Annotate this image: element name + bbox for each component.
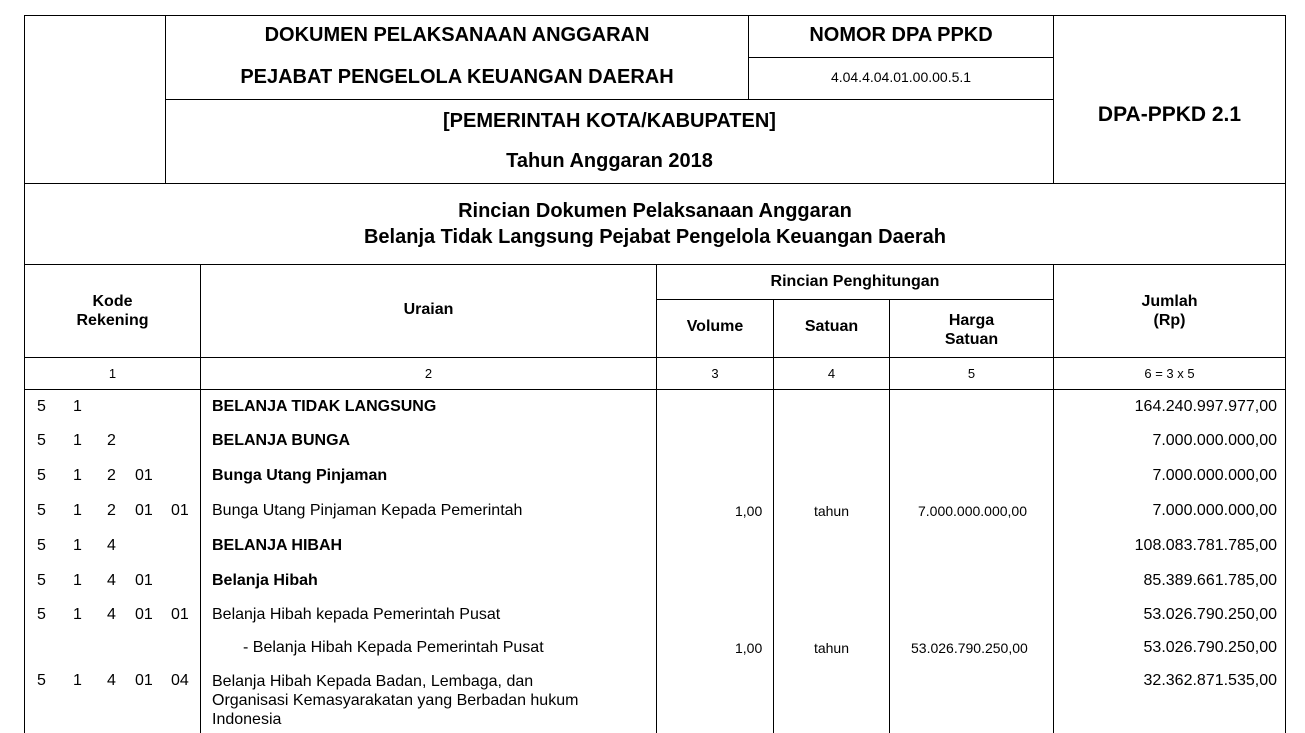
nomor-dpa-value: 4.04.4.04.01.00.00.5.1 bbox=[830, 69, 972, 85]
satuan: tahun bbox=[813, 503, 850, 519]
col-number-4: 4 bbox=[827, 366, 836, 381]
col-harga-line2: Satuan bbox=[944, 331, 999, 348]
table-row bbox=[25, 500, 1285, 526]
col-volume: Volume bbox=[686, 318, 744, 335]
jumlah: 164.240.997.977,00 bbox=[1134, 398, 1277, 415]
jumlah: 32.362.871.535,00 bbox=[1143, 672, 1277, 689]
jumlah: 85.389.661.785,00 bbox=[1143, 572, 1277, 589]
kode-2: 1 bbox=[73, 398, 82, 415]
uraian: BELANJA BUNGA bbox=[212, 432, 351, 449]
uraian: BELANJA HIBAH bbox=[212, 537, 343, 554]
tahun-anggaran: Tahun Anggaran 2018 bbox=[506, 150, 713, 172]
col-number-3: 3 bbox=[711, 366, 719, 381]
uraian: Bunga Utang Pinjaman bbox=[212, 467, 388, 484]
jumlah: 7.000.000.000,00 bbox=[1152, 467, 1277, 484]
kode-5: 04 bbox=[171, 672, 189, 689]
table-row bbox=[25, 396, 1285, 422]
col-kode-line2: Rekening bbox=[76, 312, 149, 329]
col-jumlah-line2: (Rp) bbox=[1153, 312, 1186, 329]
kode-1: 5 bbox=[37, 537, 46, 554]
volume: 1,00 bbox=[735, 503, 763, 519]
col-kode-rekening bbox=[25, 292, 200, 330]
nomor-dpa-label: NOMOR DPA PPKD bbox=[809, 24, 993, 46]
table-row bbox=[25, 535, 1285, 561]
kode-1: 5 bbox=[37, 572, 46, 589]
volume: 1,00 bbox=[735, 640, 763, 656]
kode-2: 1 bbox=[73, 606, 82, 623]
uraian bbox=[212, 672, 578, 729]
jumlah: 53.026.790.250,00 bbox=[1143, 639, 1277, 656]
kode-2: 1 bbox=[73, 537, 82, 554]
kode-1: 5 bbox=[37, 672, 46, 689]
uraian: Bunga Utang Pinjaman Kepada Pemerintah bbox=[212, 502, 523, 519]
kode-3: 2 bbox=[107, 502, 116, 519]
uraian-line1: Belanja Hibah Kepada Badan, Lembaga, dan bbox=[212, 673, 534, 690]
subtitle-line2: Belanja Tidak Langsung Pejabat Pengelola Keuangan Daerah bbox=[363, 226, 946, 248]
col-uraian: Uraian bbox=[403, 301, 454, 318]
table-row bbox=[25, 570, 1285, 596]
document-code: DPA-PPKD 2.1 bbox=[1097, 103, 1242, 126]
kode-2: 1 bbox=[73, 572, 82, 589]
kode-1: 5 bbox=[37, 432, 46, 449]
kode-3: 2 bbox=[107, 467, 116, 484]
kode-2: 1 bbox=[73, 432, 82, 449]
logo-area bbox=[25, 16, 164, 182]
jumlah: 7.000.000.000,00 bbox=[1152, 432, 1277, 449]
table-row bbox=[25, 637, 1285, 663]
col-harga-line1: Harga bbox=[948, 312, 995, 329]
subtitle-line1: Rincian Dokumen Pelaksanaan Anggaran bbox=[458, 200, 852, 222]
uraian-line2: Organisasi Kemasyarakatan yang Berbadan hukum bbox=[212, 692, 579, 709]
kode-3: 4 bbox=[107, 606, 116, 623]
col-number-5: 5 bbox=[967, 366, 976, 381]
kode-2: 1 bbox=[73, 672, 82, 689]
satuan: tahun bbox=[813, 640, 850, 656]
kode-1: 5 bbox=[37, 606, 46, 623]
col-number-1: 1 bbox=[108, 366, 117, 381]
kode-1: 5 bbox=[37, 467, 46, 484]
col-satuan: Satuan bbox=[804, 318, 859, 335]
uraian: BELANJA TIDAK LANGSUNG bbox=[212, 398, 437, 415]
harga-satuan: 7.000.000.000,00 bbox=[918, 503, 1027, 519]
kode-1: 5 bbox=[37, 502, 46, 519]
kode-2: 1 bbox=[73, 467, 82, 484]
col-number-6: 6 = 3 x 5 bbox=[1144, 366, 1195, 381]
uraian: - Belanja Hibah Kepada Pemerintah Pusat bbox=[243, 639, 544, 656]
kode-4: 01 bbox=[135, 572, 153, 589]
kode-4: 01 bbox=[135, 502, 153, 519]
col-kode-line1: Kode bbox=[92, 293, 133, 310]
table-row bbox=[25, 670, 1285, 733]
uraian: Belanja Hibah kepada Pemerintah Pusat bbox=[212, 606, 501, 623]
document-title-line1: DOKUMEN PELAKSANAAN ANGGARAN bbox=[264, 24, 650, 46]
kode-3: 2 bbox=[107, 432, 116, 449]
harga-satuan: 53.026.790.250,00 bbox=[911, 640, 1028, 656]
kode-5: 01 bbox=[171, 502, 189, 519]
col-number-2: 2 bbox=[424, 366, 433, 381]
table-row bbox=[25, 604, 1285, 630]
kode-4: 01 bbox=[135, 672, 153, 689]
jumlah: 53.026.790.250,00 bbox=[1143, 606, 1277, 623]
kode-2: 1 bbox=[73, 502, 82, 519]
kode-4: 01 bbox=[135, 606, 153, 623]
pemerintah-name: [PEMERINTAH KOTA/KABUPATEN] bbox=[443, 110, 776, 132]
kode-3: 4 bbox=[107, 537, 116, 554]
kode-3: 4 bbox=[107, 572, 116, 589]
kode-1: 5 bbox=[37, 398, 46, 415]
kode-4: 01 bbox=[135, 467, 153, 484]
jumlah: 108.083.781.785,00 bbox=[1134, 537, 1277, 554]
col-harga-satuan bbox=[890, 311, 1053, 349]
col-rincian-penghitungan: Rincian Penghitungan bbox=[770, 273, 940, 290]
kode-5: 01 bbox=[171, 606, 189, 623]
table-row bbox=[25, 430, 1285, 456]
kode-3: 4 bbox=[107, 672, 116, 689]
document-title-line2: PEJABAT PENGELOLA KEUANGAN DAERAH bbox=[240, 66, 674, 88]
uraian-line3: Indonesia bbox=[212, 711, 282, 728]
table-row bbox=[25, 465, 1285, 491]
jumlah: 7.000.000.000,00 bbox=[1152, 502, 1277, 519]
col-jumlah-line1: Jumlah bbox=[1141, 293, 1198, 310]
uraian: Belanja Hibah bbox=[212, 572, 318, 589]
col-jumlah bbox=[1054, 292, 1285, 330]
